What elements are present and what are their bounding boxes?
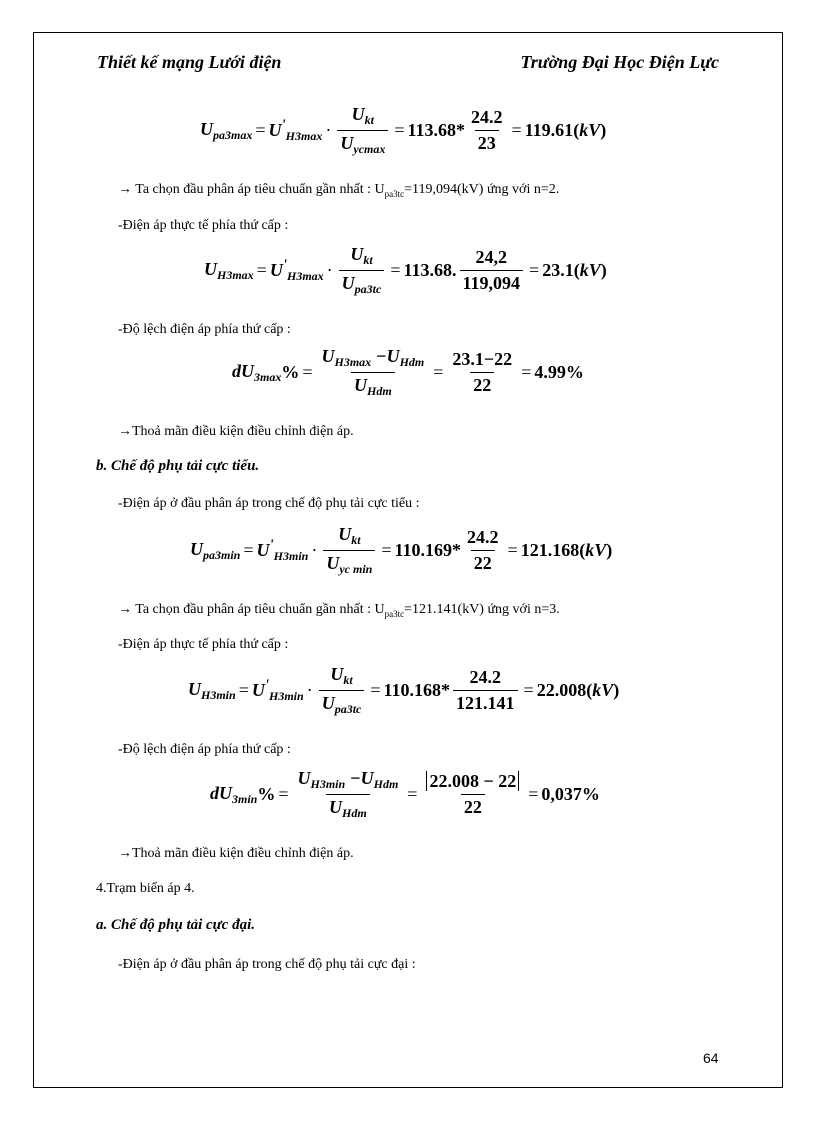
equation-du3min: $dU_{3min}$ % = $\frac{U_{H3min} -U_{Hdm}}{U_{Hdm}}$ = $\frac{22.008 - 22}{22}$ = 0,037% <box>210 768 600 820</box>
deviation-label-2: -Độ lệch điện áp phía thứ cấp : <box>118 742 291 757</box>
equation-upa3min: $U_{pa3min}$ = $U'_{H3min}$ · $\frac{U_{kt}}{U_{yc min}}$ = 110.169 * $\frac{24.2}{22}$ = 121.168 ( kV ) <box>190 524 613 576</box>
actual-voltage-label-2: -Điện áp thực tế phía thứ cấp : <box>118 637 289 652</box>
actual-voltage-label-1: -Điện áp thực tế phía thứ cấp : <box>118 218 289 233</box>
equation-uh3max: $U_{H3max}$ = $U'_{H3max}$ · $\frac{U_{kt}}{U_{pa3tc}}$ = 113.68. $\frac{24,2}{119,094}$ = 23.1 ( kV ) <box>204 244 607 296</box>
section-substation-4: 4.Trạm biến áp 4. <box>96 881 195 896</box>
heading-max-load: a. Chế độ phụ tải cực đại. <box>96 917 255 933</box>
equation-uh3min: $U_{H3min}$ = $U'_{H3min}$ · $\frac{U_{kt}}{U_{pa3tc}}$ = 110.168 * $\frac{24.2}{121.141}$ = 22.008 ( kV ) <box>188 664 620 716</box>
choose-tap-line-2: → Ta chọn đầu phân áp tiêu chuẩn gần nhất : $U_{pa3tc}=121.141(kV)$ ứng với n=3. <box>118 602 560 619</box>
satisfied-note-1: →Thoả mãn điều kiện điều chỉnh điện áp. <box>118 424 354 439</box>
max-load-intro: -Điện áp ở đầu phân áp trong chế độ phụ tải cực đại : <box>118 957 416 972</box>
choose-tap-line-1: → Ta chọn đầu phân áp tiêu chuẩn gần nhất : $U_{pa3tc}=119,094(kV)$ ứng với n=2. <box>118 182 560 199</box>
fraction: $\frac{U_{kt}}{U_{ycmax}}$ <box>337 104 388 157</box>
equation-upa3max: $U_{pa3max}$ = $U'_{H3max}$ · $\frac{U_{kt}}{U_{ycmax}}$ = 113.68 * $\frac{24.2}{23}$ = 119.61 ( kV ) <box>200 104 607 156</box>
satisfied-note-2: →Thoả mãn điều kiện điều chỉnh điện áp. <box>118 846 354 861</box>
deviation-label-1: -Độ lệch điện áp phía thứ cấp : <box>118 322 291 337</box>
heading-min-load: b. Chế độ phụ tải cực tiểu. <box>96 458 260 474</box>
header-left-title: Thiết kế mạng Lưới điện <box>97 52 282 72</box>
equation-du3max: $dU_{3max}$ % = $\frac{U_{H3max} -U_{Hdm}}{U_{Hdm}}$ = $\frac{23.1-22}{22}$ = 4.99% <box>232 346 584 398</box>
header-right-title: Trường Đại Học Điện Lực <box>520 52 719 72</box>
page-number: 64 <box>703 1050 719 1066</box>
min-load-intro: -Điện áp ở đầu phân áp trong chế độ phụ tải cực tiểu : <box>118 496 420 511</box>
